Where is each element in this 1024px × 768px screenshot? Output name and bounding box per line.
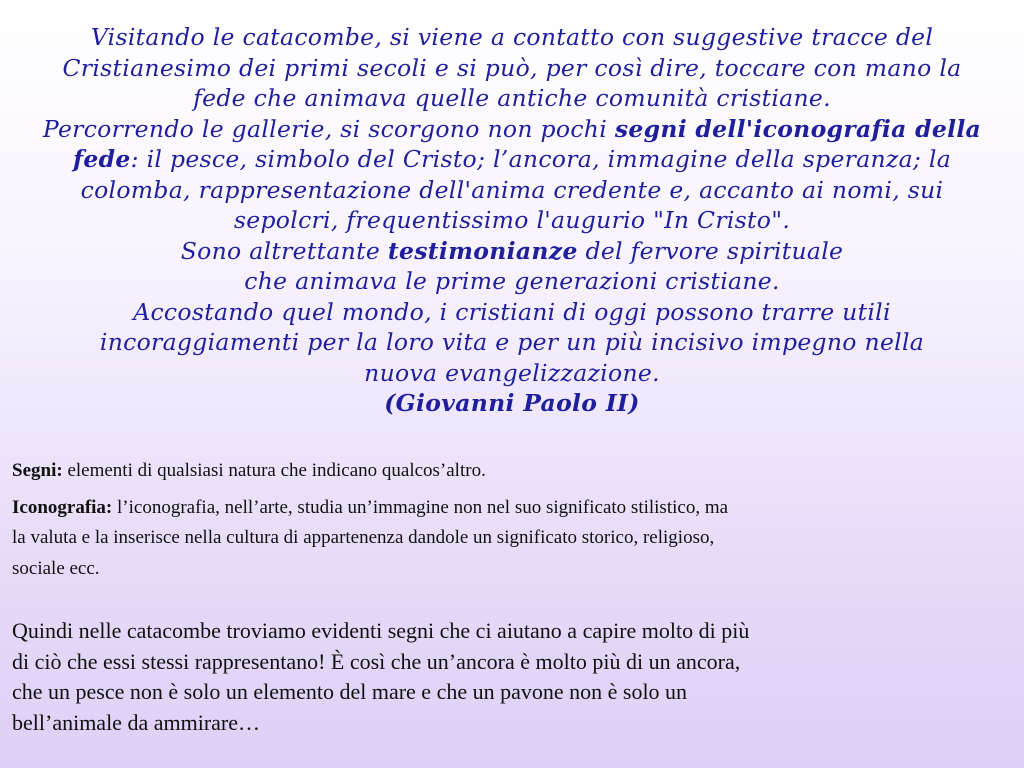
quote-emphasis: fede: [72, 145, 131, 173]
conclusion-line: di ciò che essi stessi rappresentano! È così che un’ancora è molto più di un ancora,: [12, 648, 741, 674]
definition-term: Iconografia:: [12, 496, 113, 518]
definition-line: la valuta e la inserisce nella cultura di appartenenza dandole un significato storico, religioso,: [12, 527, 715, 548]
quote-line: [8, 144, 1016, 175]
quote-line: colomba, rappresentazione dell'anima credente e, accanto ai nomi, sui: [80, 175, 944, 204]
quote-emphasis: segni dell'iconografia della: [614, 114, 982, 143]
conclusion-line: che un pesce non è solo un elemento del mare e che un pavone non è solo un: [12, 679, 688, 704]
quote-text: Sono altrettante: [180, 236, 388, 265]
quote-line: che animava le prime generazioni cristiane.: [244, 267, 780, 295]
conclusion-line: bell’animale da ammirare…: [12, 709, 260, 735]
quote-author: (Giovanni Paolo II): [384, 389, 640, 417]
definition-line: sociale ecc.: [12, 557, 100, 579]
quote-line: Visitando le catacombe, si viene a contatto con suggestive tracce del: [90, 23, 934, 51]
quote-line: sepolcri, frequentissimo l'augurio "In Cristo".: [233, 206, 791, 234]
quote-text: del fervore spirituale: [577, 236, 844, 265]
quote-block: [8, 22, 1016, 419]
quote-line: Cristianesimo dei primi secoli e si può, per così dire, toccare con mano la: [62, 53, 962, 82]
quote-text: Percorrendo le gallerie, si scorgono non pochi: [42, 114, 615, 143]
conclusion-line: Quindi nelle catacombe troviamo evidenti segni che ci aiutano a capire molto di più: [12, 618, 750, 643]
definition-text: elementi di qualsiasi natura che indicano qualcos’altro.: [62, 460, 486, 481]
quote-line: [8, 114, 1016, 145]
quote-line: incoraggiamenti per la loro vita e per un più incisivo impegno nella: [99, 328, 925, 356]
definition-line: [12, 493, 1012, 524]
quote-emphasis: testimonianze: [387, 236, 578, 265]
definitions: [12, 456, 1012, 590]
definition-text: l’iconografia, nell’arte, studia un’immagine non nel suo significato stilistico, ma: [112, 496, 729, 518]
conclusion-paragraph: [12, 616, 1012, 738]
quote-line: Accostando quel mondo, i cristiani di oggi possono trarre utili: [133, 297, 891, 326]
definition-iconografia: [12, 493, 1012, 585]
quote-line: fede che animava quelle antiche comunità cristiane.: [193, 84, 831, 112]
definition-segni: [12, 456, 1012, 487]
quote-line: [8, 236, 1016, 267]
quote-line: nuova evangelizzazione.: [364, 358, 660, 387]
quote-text: : il pesce, simbolo del Cristo; l’ancora, immagine della speranza; la: [130, 145, 952, 173]
definition-term: Segni:: [12, 460, 63, 481]
